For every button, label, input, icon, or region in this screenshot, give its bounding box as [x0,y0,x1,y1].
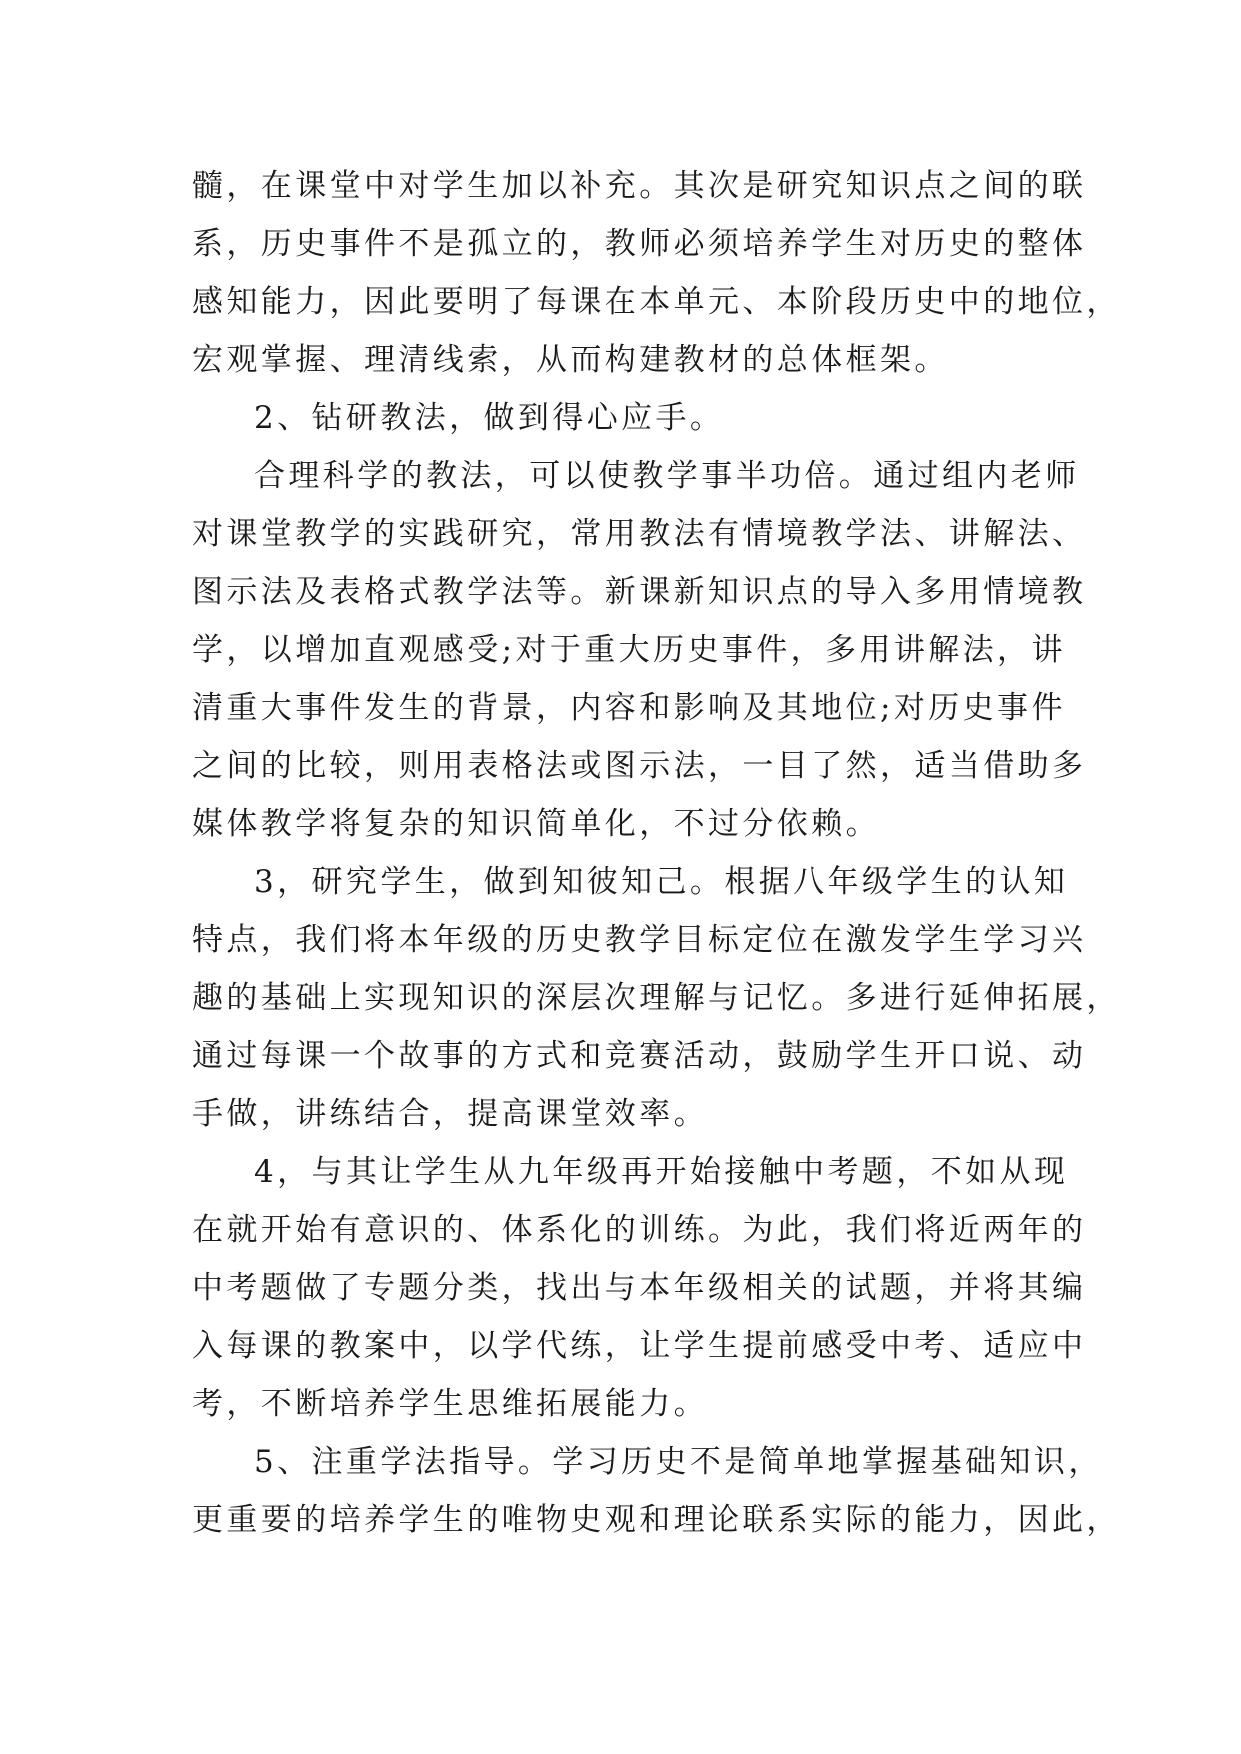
paragraph-start-line: 5、注重学法指导。学习历史不是简单地掌握基础知识， [254,1444,1103,1480]
section-heading: 2、钻研教法，做到得心应手。 [254,400,725,436]
paragraph-start-line: 3，研究学生，做到知彼知己。根据八年级学生的认知 [254,864,1069,900]
paragraph-start-line: 合理科学的教法，可以使教学事半功倍。通过组内老师 [254,458,1080,494]
text-line: 髓，在课堂中对学生加以补充。其次是研究知识点之间的联 [192,168,1087,204]
text-line: 手做，讲练结合，提高课堂效率。 [192,1096,708,1132]
text-line: 通过每课一个故事的方式和竞赛活动，鼓励学生开口说、动 [192,1038,1087,1074]
text-line: 在就开始有意识的、体系化的训练。为此，我们将近两年的 [192,1212,1087,1248]
text-line: 感知能力，因此要明了每课在本单元、本阶段历史中的地位， [192,284,1121,320]
text-line: 对课堂教学的实践研究，常用教法有情境教学法、讲解法、 [192,516,1087,552]
text-line: 考，不断培养学生思维拓展能力。 [192,1386,708,1422]
text-line: 特点，我们将本年级的历史教学目标定位在激发学生学习兴 [192,922,1087,958]
text-line: 更重要的培养学生的唯物史观和理论联系实际的能力，因此， [192,1502,1121,1538]
text-line: 趣的基础上实现知识的深层次理解与记忆。多进行延伸拓展， [192,980,1121,1016]
text-line: 中考题做了专题分类，找出与本年级相关的试题，并将其编 [192,1270,1087,1306]
text-line: 媒体教学将复杂的知识简单化，不过分依赖。 [192,806,880,842]
text-line: 入每课的教案中，以学代练，让学生提前感受中考、适应中 [192,1328,1087,1364]
text-line: 图示法及表格式教学法等。新课新知识点的导入多用情境教 [192,574,1087,610]
text-line: 系，历史事件不是孤立的，教师必须培养学生对历史的整体 [192,226,1087,262]
text-line: 宏观掌握、理清线索，从而构建教材的总体框架。 [192,342,949,378]
paragraph-start-line: 4，与其让学生从九年级再开始接触中考题，不如从现 [254,1154,1069,1190]
text-line: 学，以增加直观感受;对于重大历史事件，多用讲解法，讲 [192,632,1066,668]
text-line: 清重大事件发生的背景，内容和影响及其地位;对历史事件 [192,690,1066,726]
text-line: 之间的比较，则用表格法或图示法，一目了然，适当借助多 [192,748,1087,784]
